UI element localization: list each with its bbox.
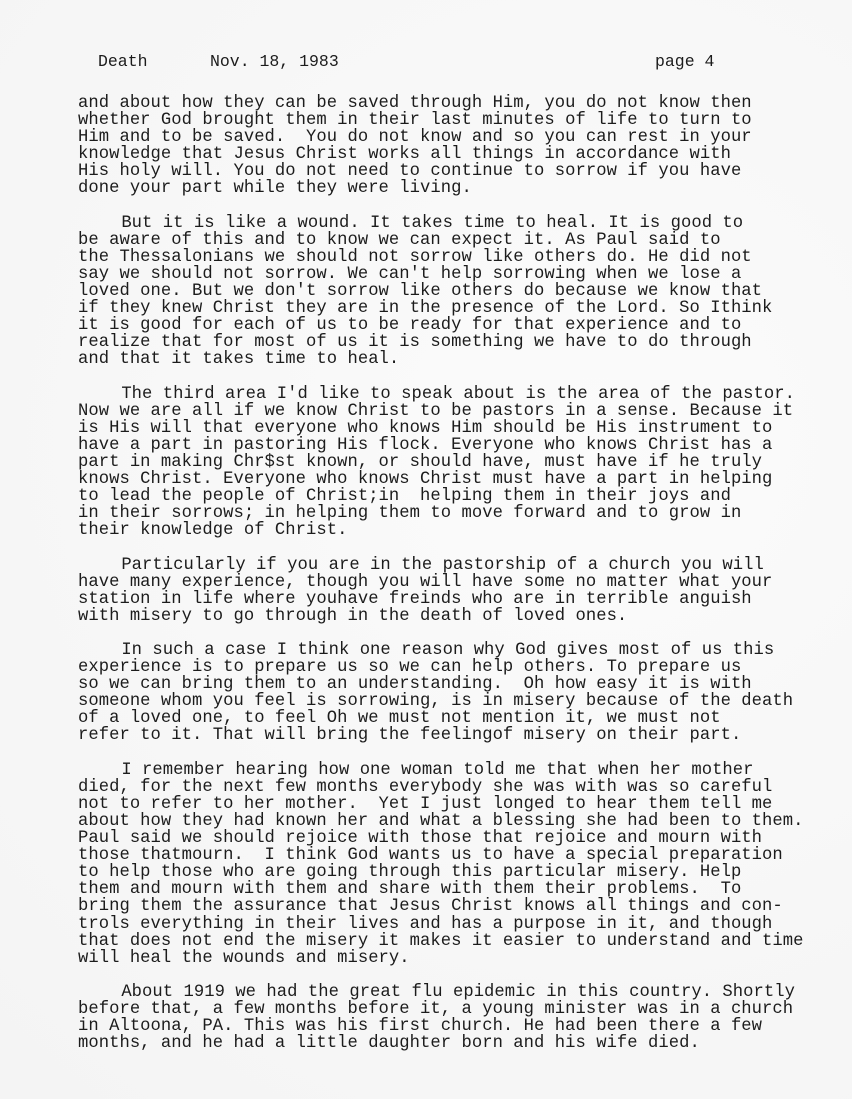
header-title: Death xyxy=(98,52,148,71)
text-line: in Altoona, PA. This was his first church. He had been there a few xyxy=(78,1017,763,1037)
text-line: to lead the people of Christ;in helping them in their joys and xyxy=(78,487,731,507)
text-line: if they knew Christ they are in the presence of the Lord. So Ithink xyxy=(78,299,773,319)
text-line: of a loved one, to feel Oh we must not mention it, we must not xyxy=(78,709,721,729)
text-line: station in life where youhave freinds who are in terrible anguish xyxy=(78,589,752,609)
text-line: knowledge that Jesus Christ works all things in accordance with xyxy=(78,145,731,165)
text-line: loved one. But we don't sorrow like others do because we know that xyxy=(78,282,763,302)
text-line: About 1919 we had the great flu epidemic in this country. Shortly xyxy=(121,982,795,1002)
header-date: Nov. 18, 1983 xyxy=(210,52,339,71)
text-line: that does not end the misery it makes it easier to understand and time xyxy=(78,931,804,951)
text-line: in their sorrows; in helping them to move forward and to grow in xyxy=(78,504,742,524)
text-line: bring them the assurance that Jesus Christ knows all things and con- xyxy=(78,897,783,917)
text-line: His holy will. You do not need to continue to sorrow if you have xyxy=(78,162,742,182)
text-line: months, and he had a little daughter born and his wife died. xyxy=(78,1034,700,1054)
text-line: have a part in pastoring His flock. Everyone who knows Christ has a xyxy=(78,435,773,455)
text-line: In such a case I think one reason why God gives most of us this xyxy=(121,641,775,660)
text-line: it is good for each of us to be ready for that experience and to xyxy=(78,316,742,336)
text-line: But it is like a wound. It takes time to heal. It is good to xyxy=(121,213,744,233)
text-line: Particularly if you are in the pastorship of a church you will xyxy=(121,555,764,575)
header-page-number: page 4 xyxy=(655,52,715,71)
text-line: someone whom you feel is sorrowing, is in misery because of the death xyxy=(78,692,794,712)
text-line: done your part while they were living. xyxy=(78,179,472,199)
text-line: The third area I'd like to speak about is the area of the pastor. xyxy=(121,384,795,404)
text-line: them and mourn with them and share with them their problems. To xyxy=(78,880,742,900)
text-line: knows Christ. Everyone who knows Christ must have a part in helping xyxy=(78,470,773,490)
text-line: Now we are all if we know Christ to be pastors in a sense. Because it xyxy=(78,401,794,421)
text-line: before that, a few months before it, a young minister was in a church xyxy=(78,999,794,1019)
text-line: part in making Chr$st known, or should have, must have if he truly xyxy=(78,452,763,472)
text-line: Him and to be saved. You do not know and so you can rest in your xyxy=(78,128,752,148)
text-line: not to refer to her mother. Yet I just longed to hear them tell me xyxy=(78,794,773,814)
text-line: and about how they can be saved through Him, you do not know then xyxy=(78,94,752,113)
text-line: Paul said we should rejoice with those that rejoice and mourn with xyxy=(78,829,763,849)
text-line: and that it takes time to heal. xyxy=(78,350,400,370)
text-line: have many experience, though you will have some no matter what your xyxy=(78,572,773,592)
paragraph xyxy=(78,95,818,198)
document-body xyxy=(78,95,818,1069)
paragraph xyxy=(78,557,818,625)
paragraph xyxy=(78,762,818,967)
text-line: I remember hearing how one woman told me that when her mother xyxy=(121,760,754,780)
text-line: say we should not sorrow. We can't help sorrowing when we lose a xyxy=(78,264,742,284)
paragraph xyxy=(78,984,818,1052)
text-line: those thatmourn. I think God wants us to have a special preparation xyxy=(78,846,783,866)
text-line: whether God brought them in their last minutes of life to turn to xyxy=(78,111,752,131)
text-line: realize that for most of us it is something we have to do through xyxy=(78,333,752,353)
text-line: is His will that everyone who knows Him should be His instrument to xyxy=(78,418,773,438)
paragraph xyxy=(78,386,818,540)
text-line: so we can bring them to an understanding. Oh how easy it is with xyxy=(78,675,752,695)
text-line: refer to it. That will bring the feelingof misery on their part. xyxy=(78,726,742,746)
paragraph xyxy=(78,642,818,745)
text-line: the Thessalonians we should not sorrow like others do. He did not xyxy=(78,247,752,267)
text-line: their knowledge of Christ. xyxy=(78,521,348,541)
paragraph xyxy=(78,215,818,369)
text-line: to help those who are going through this particular misery. Help xyxy=(78,863,742,883)
text-line: experience is to prepare us so we can help others. To prepare us xyxy=(78,658,742,678)
text-line: with misery to go through in the death of loved ones. xyxy=(78,606,628,626)
text-line: trols everything in their lives and has a purpose in it, and though xyxy=(78,914,773,934)
text-line: be aware of this and to know we can expect it. As Paul said to xyxy=(78,230,721,250)
text-line: died, for the next few months everybody she was with was so careful xyxy=(78,777,773,797)
text-line: will heal the wounds and misery. xyxy=(78,948,410,968)
text-line: about how they had known her and what a blessing she had been to them. xyxy=(78,811,804,831)
